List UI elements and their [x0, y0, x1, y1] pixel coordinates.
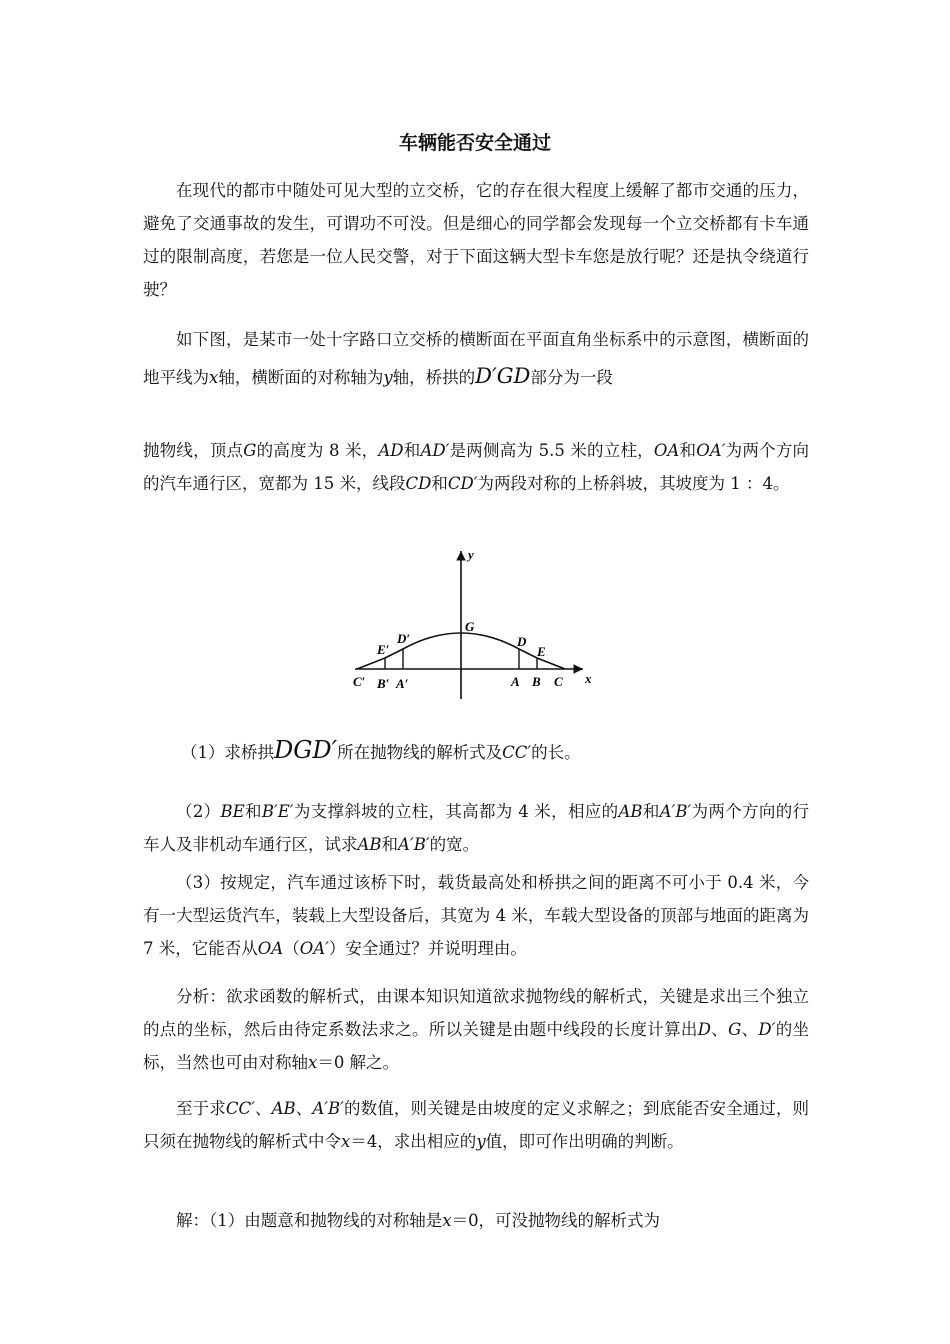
- intro-paragraph-2: 如下图，是某市一处十字路口立交桥的横断面在平面直角坐标系中的示意图，横断面的地平线为x轴，横断面的对称轴为y轴，桥拱的D′GD部分为一段: [143, 330, 809, 388]
- point-c-prime-label: C′: [353, 674, 366, 689]
- question-2: （2）BE和B′E′为支撑斜坡的立柱，其高都为 4 米，相应的AB和A′B′为两个方向的行车人及非机动车通行区，试求AB和A′B′的宽。: [143, 802, 810, 854]
- point-g-label: G: [465, 619, 475, 634]
- point-d-label: D: [517, 634, 527, 649]
- point-d-prime-label: D′: [397, 631, 411, 646]
- y-axis-label: y: [468, 547, 474, 562]
- question-1: （1）求桥拱DGD′所在抛物线的解析式及CC′的长。: [181, 736, 581, 764]
- question-3: （3）按规定，汽车通过该桥下时，载货最高处和桥拱之间的距离不可小于 0.4 米，今有一大型运货汽车，装载上大型设备后，其宽为 4 米，车载大型设备的顶部与地面的距离为 7 米，它能否从OA（OA′）安全通过？并说明理由。: [143, 873, 809, 958]
- point-e-label: E: [537, 644, 546, 659]
- point-a-prime-label: A′: [396, 676, 409, 691]
- point-c-label: C: [554, 674, 563, 689]
- point-b-label: B: [532, 674, 541, 689]
- intro-paragraph-3: 抛物线，顶点G的高度为 8 米，AD和AD′是两侧高为 5.5 米的立柱，OA和OA′为两个方向的汽车通行区，宽都为 15 米，线段CD和CD′为两段对称的上桥斜坡，其坡度为 1 ：4。: [143, 441, 810, 493]
- page-title: 车辆能否安全通过: [398, 132, 551, 154]
- analysis-paragraph: 分析：欲求函数的解析式，由课本知识知道欲求抛物线的解析式，关键是求出三个独立的点的坐标，然后由待定系数法求之。所以关键是由题中线段的长度计算出D、G、D′的坐标，当然也可由对称轴x＝0 解之。: [143, 987, 810, 1072]
- x-axis-label: x: [585, 671, 592, 686]
- solution-paragraph: 解：（1）由题意和抛物线的对称轴是x＝0，可没抛物线的解析式为: [176, 1211, 661, 1230]
- point-e-prime-label: E′: [377, 642, 390, 657]
- point-b-prime-label: B′: [377, 676, 390, 691]
- bridge-diagram: [345, 545, 605, 705]
- intro-paragraph-1: 在现代的都市中随处可见大型的立交桥，它的存在很大程度上缓解了都市交通的压力，避免了交通事故的发生，可谓功不可没。但是细心的同学都会发现每一个立交桥都有卡车通过的限制高度，若您是一位人民交警，对于下面这辆大型卡车您是放行呢？还是执令绕道行驶？: [143, 181, 809, 299]
- analysis-paragraph-2: 至于求CC′、AB、A′B′的数值，则关键是由坡度的定义求解之；到底能否安全通过，则只须在抛物线的解析式中令x＝4，求出相应的y值，即可作出明确的判断。: [143, 1099, 810, 1151]
- point-a-label: A: [511, 674, 520, 689]
